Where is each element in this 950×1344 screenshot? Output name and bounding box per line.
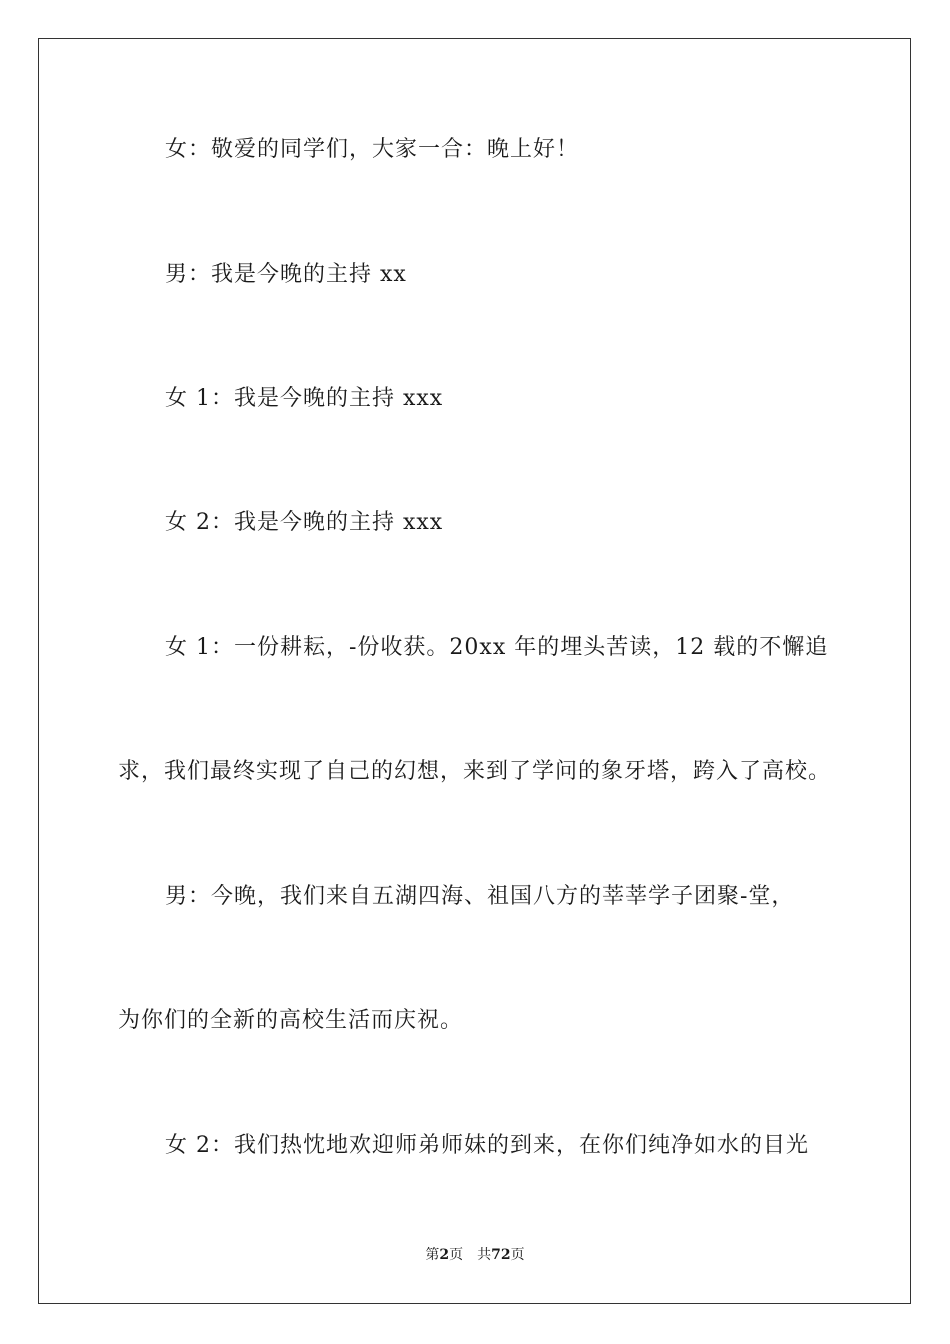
paragraph-line: 男：今晚，我们来自五湖四海、祖国八方的莘莘学子团聚-堂， bbox=[165, 884, 795, 909]
page-label-suffix: 页 bbox=[449, 1247, 464, 1263]
paragraph-line: 女 1：我是今晚的主持 xxx bbox=[165, 386, 444, 411]
paragraph-line: 女：敬爱的同学们，大家一合：晚上好！ bbox=[165, 137, 580, 162]
paragraph-line: 为你们的全新的高校生活而庆祝。 bbox=[118, 1008, 464, 1033]
paragraph-line: 女 2：我是今晚的主持 xxx bbox=[165, 510, 444, 535]
paragraph-line: 求，我们最终实现了自己的幻想，来到了学问的象牙塔，跨入了高校。 bbox=[118, 759, 832, 784]
paragraph-line: 男：我是今晚的主持 xx bbox=[165, 262, 407, 287]
page-number: 2 bbox=[439, 1247, 450, 1263]
paragraph-line: 女 1：一份耕耘，-份收获。20xx 年的埋头苦读，12 载的不懈追 bbox=[165, 635, 829, 660]
total-label-suffix: 页 bbox=[510, 1247, 525, 1263]
total-pages: 72 bbox=[491, 1247, 511, 1263]
paragraph-line: 女 2：我们热忱地欢迎师弟师妹的到来，在你们纯净如水的目光 bbox=[165, 1133, 809, 1158]
page-border bbox=[38, 38, 911, 1304]
page-footer bbox=[0, 1246, 950, 1264]
total-label-prefix: 共 bbox=[477, 1247, 492, 1263]
page-label-prefix: 第 bbox=[425, 1247, 440, 1263]
